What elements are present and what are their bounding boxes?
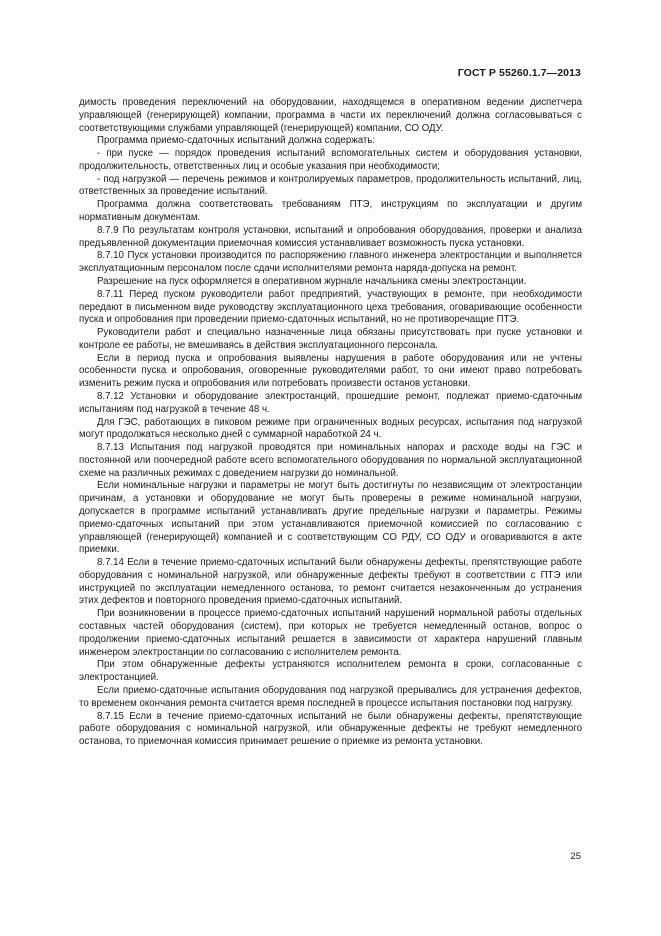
paragraph: Если приемо-сдаточные испытания оборудования под нагрузкой прерывались для устранения дефектов, то временем окончания ремонта считается время последней в процессе испытания постановки под нагрузку. [79,684,582,709]
paragraph: - под нагрузкой — перечень режимов и контролируемых параметров, продолжительность испытаний, лиц, ответственных за проведение испытаний. [79,173,582,198]
paragraph: Программа приемо-сдаточных испытаний должна содержать: [97,135,376,147]
paragraph: Программа должна соответствовать требованиям ПТЭ, инструкциям по эксплуатации и другим нормативным документам. [79,199,582,224]
paragraph: - при пуске — порядок проведения испытаний вспомогательных систем и оборудования установки, продолжительность, ответственных лиц и особые указания при необходимости; [79,148,582,172]
paragraph: 8.7.15 Если в течение приемо-сдаточных испытаний не были обнаружены дефекты, препятствующие работе оборудования с номинальной нагрузкой, или обнаруженные дефекты не требуют немедленного останова, то приемочная комиссия принимает решение о приемке из ремонта установки. [79,710,582,748]
paragraph: 8.7.14 Если в течение приемо-сдаточных испытаний были обнаружены дефекты, препятствующие работе оборудования с номинальной нагрузкой, или обнаруженные дефекты требуют в соответствии с ПТЭ или инструкцией по эксплуатации немедленного останова, то ремонт считается незаконченным до устранения этих дефектов и повторного проведения приемо-сдаточных испытаний. [79,557,582,607]
paragraph: Для ГЭС, работающих в пиковом режиме при ограниченных водных ресурсах, испытания под нагрузкой могут продолжаться несколько дней с суммарной наработкой 24 ч. [79,416,582,441]
paragraph: 8.7.9 По результатам контроля установки, испытаний и опробования оборудования, проверки и анализа предъявленной документации приемочная комиссия устанавливает возможность пуска установки. [79,224,582,249]
document-header: ГОСТ Р 55260.1.7—2013 [457,67,581,79]
paragraph: димость проведения переключений на оборудовании, находящемся в оперативном ведении диспетчера управляющей (генерирующей) компании, программа в части их переключений должна согласовываться с соответствующими службами управляющей (генерирующей) компании, СО ОДУ. [79,97,582,134]
page-number: 25 [570,851,581,862]
paragraph: Руководители работ и специально назначенные лица обязаны присутствовать при пуске установки и контроле ее работы, не вмешиваясь в действия эксплуатационного персонала. [79,327,582,351]
document-body [79,97,582,749]
paragraph: 8.7.13 Испытания под нагрузкой проводятся при номинальных напорах и расходе воды на ГЭС и постоянной или поочередной работе всего вспомогательного оборудования по нормальной эксплуатационной схеме на различных режимах с доведением нагрузки до номинальной. [79,442,582,479]
paragraph: 8.7.10 Пуск установки производится по распоряжению главного инженера электростанции и выполняется эксплуатационным персоналом после сдачи исполнителями ремонта наряда-допуска на ремонт. [79,250,582,275]
paragraph: Разрешение на пуск оформляется в оперативном журнале начальника смены электростанции. [97,275,527,287]
paragraph: 8.7.11 Перед пуском руководители работ предприятий, участвующих в ремонте, при необходимости передают в письменном виде руководству эксплуатационного цеха требования, оговаривающие особенности пуска и опробования при проведении приемо-сдаточных испытаний, но не противоречащие ПТЭ. [79,288,582,326]
paragraph: При этом обнаруженные дефекты устраняются исполнителем ремонта в сроки, согласованные с электростанцией. [79,659,582,684]
paragraph: 8.7.12 Установки и оборудование электростанций, прошедшие ремонт, подлежат приемо-сдаточным испытаниям под нагрузкой в течение 48 ч. [79,390,582,415]
paragraph: При возникновении в процессе приемо-сдаточных испытаний нарушений нормальной работы отдельных составных частей оборудования (систем), при которых не требуется немедленный останов, вопрос о продолжении приемо-сдаточных испытаний решается в зависимости от характера нарушений главным инженером электростанции по согласованию с исполнителем ремонта. [79,608,582,658]
paragraph: Если в период пуска и опробования выявлены нарушения в работе оборудования или не учтены особенности пуска и опробования, оговоренные руководителями работ, то они имеют право потребовать изменить режим пуска и опробования или потребовать произвести останов установки. [79,352,582,390]
paragraph: Если номинальные нагрузки и параметры не могут быть достигнуты по независящим от электростанции причинам, а установки и оборудование не могут быть проверены в режиме номинальной нагрузки, допускается в программе испытаний устанавливать другие предельные нагрузки и параметры. Режимы приемо-сдаточных испытаний при этом устанавливаются приемочной комиссией по согласованию с управляющей (генерирующей) компанией и с соответствующим СО РДУ, СО ОДУ и оговариваются в акте приемки. [79,480,582,556]
